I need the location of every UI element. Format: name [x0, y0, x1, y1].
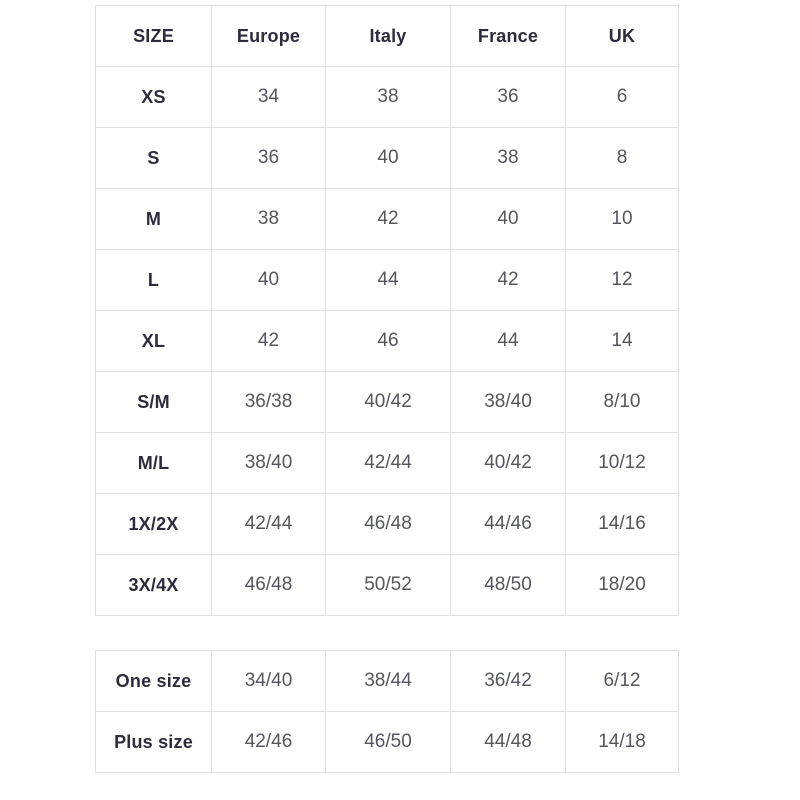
size-label-cell: 1X/2X [96, 494, 212, 555]
size-value-cell: 38 [451, 128, 566, 189]
size-value-cell: 36 [212, 128, 326, 189]
size-value-cell: 40/42 [326, 372, 451, 433]
size-value-cell: 34/40 [212, 651, 326, 712]
size-value-cell: 14/18 [566, 712, 679, 773]
size-value-cell: 42/46 [212, 712, 326, 773]
table-row [96, 128, 679, 189]
size-value-cell: 44 [451, 311, 566, 372]
size-value-cell: 36/42 [451, 651, 566, 712]
size-value-cell: 38 [212, 189, 326, 250]
size-value-cell: 42 [212, 311, 326, 372]
size-value-cell: 38 [326, 67, 451, 128]
size-value-cell: 14/16 [566, 494, 679, 555]
table-row [96, 67, 679, 128]
size-value-cell: 44/46 [451, 494, 566, 555]
size-label-cell: XL [96, 311, 212, 372]
size-value-cell: 18/20 [566, 555, 679, 616]
size-value-cell: 46/50 [326, 712, 451, 773]
size-label-cell: M [96, 189, 212, 250]
size-value-cell: 40 [212, 250, 326, 311]
table-row [96, 311, 679, 372]
size-value-cell: 12 [566, 250, 679, 311]
size-chart-container [95, 0, 678, 773]
size-value-cell: 10 [566, 189, 679, 250]
column-header-uk: UK [566, 6, 679, 67]
size-value-cell: 38/44 [326, 651, 451, 712]
size-value-cell: 44 [326, 250, 451, 311]
size-value-cell: 50/52 [326, 555, 451, 616]
size-value-cell: 42/44 [326, 433, 451, 494]
size-value-cell: 46/48 [326, 494, 451, 555]
table-row [96, 651, 679, 712]
size-value-cell: 42/44 [212, 494, 326, 555]
size-value-cell: 42 [451, 250, 566, 311]
size-value-cell: 46/48 [212, 555, 326, 616]
special-sizes-table-body [96, 651, 679, 773]
table-row [96, 712, 679, 773]
column-header-size: SIZE [96, 6, 212, 67]
column-header-france: France [451, 6, 566, 67]
size-label-cell: Plus size [96, 712, 212, 773]
size-value-cell: 8 [566, 128, 679, 189]
size-value-cell: 36/38 [212, 372, 326, 433]
size-value-cell: 8/10 [566, 372, 679, 433]
size-value-cell: 48/50 [451, 555, 566, 616]
table-row [96, 372, 679, 433]
table-row [96, 494, 679, 555]
column-header-europe: Europe [212, 6, 326, 67]
size-value-cell: 6/12 [566, 651, 679, 712]
size-value-cell: 46 [326, 311, 451, 372]
size-label-cell: L [96, 250, 212, 311]
size-label-cell: M/L [96, 433, 212, 494]
size-value-cell: 44/48 [451, 712, 566, 773]
table-row [96, 189, 679, 250]
size-label-cell: 3X/4X [96, 555, 212, 616]
special-sizes-table [95, 650, 679, 773]
size-value-cell: 40/42 [451, 433, 566, 494]
size-conversion-table [95, 5, 679, 616]
table-row [96, 433, 679, 494]
size-value-cell: 38/40 [451, 372, 566, 433]
size-value-cell: 36 [451, 67, 566, 128]
size-value-cell: 6 [566, 67, 679, 128]
size-label-cell: S/M [96, 372, 212, 433]
size-table-body [96, 67, 679, 616]
size-value-cell: 14 [566, 311, 679, 372]
size-value-cell: 10/12 [566, 433, 679, 494]
table-row [96, 250, 679, 311]
size-value-cell: 42 [326, 189, 451, 250]
size-label-cell: XS [96, 67, 212, 128]
size-value-cell: 38/40 [212, 433, 326, 494]
size-value-cell: 34 [212, 67, 326, 128]
table-row [96, 555, 679, 616]
column-header-italy: Italy [326, 6, 451, 67]
size-label-cell: S [96, 128, 212, 189]
header-row [96, 6, 679, 67]
size-value-cell: 40 [451, 189, 566, 250]
size-label-cell: One size [96, 651, 212, 712]
size-value-cell: 40 [326, 128, 451, 189]
